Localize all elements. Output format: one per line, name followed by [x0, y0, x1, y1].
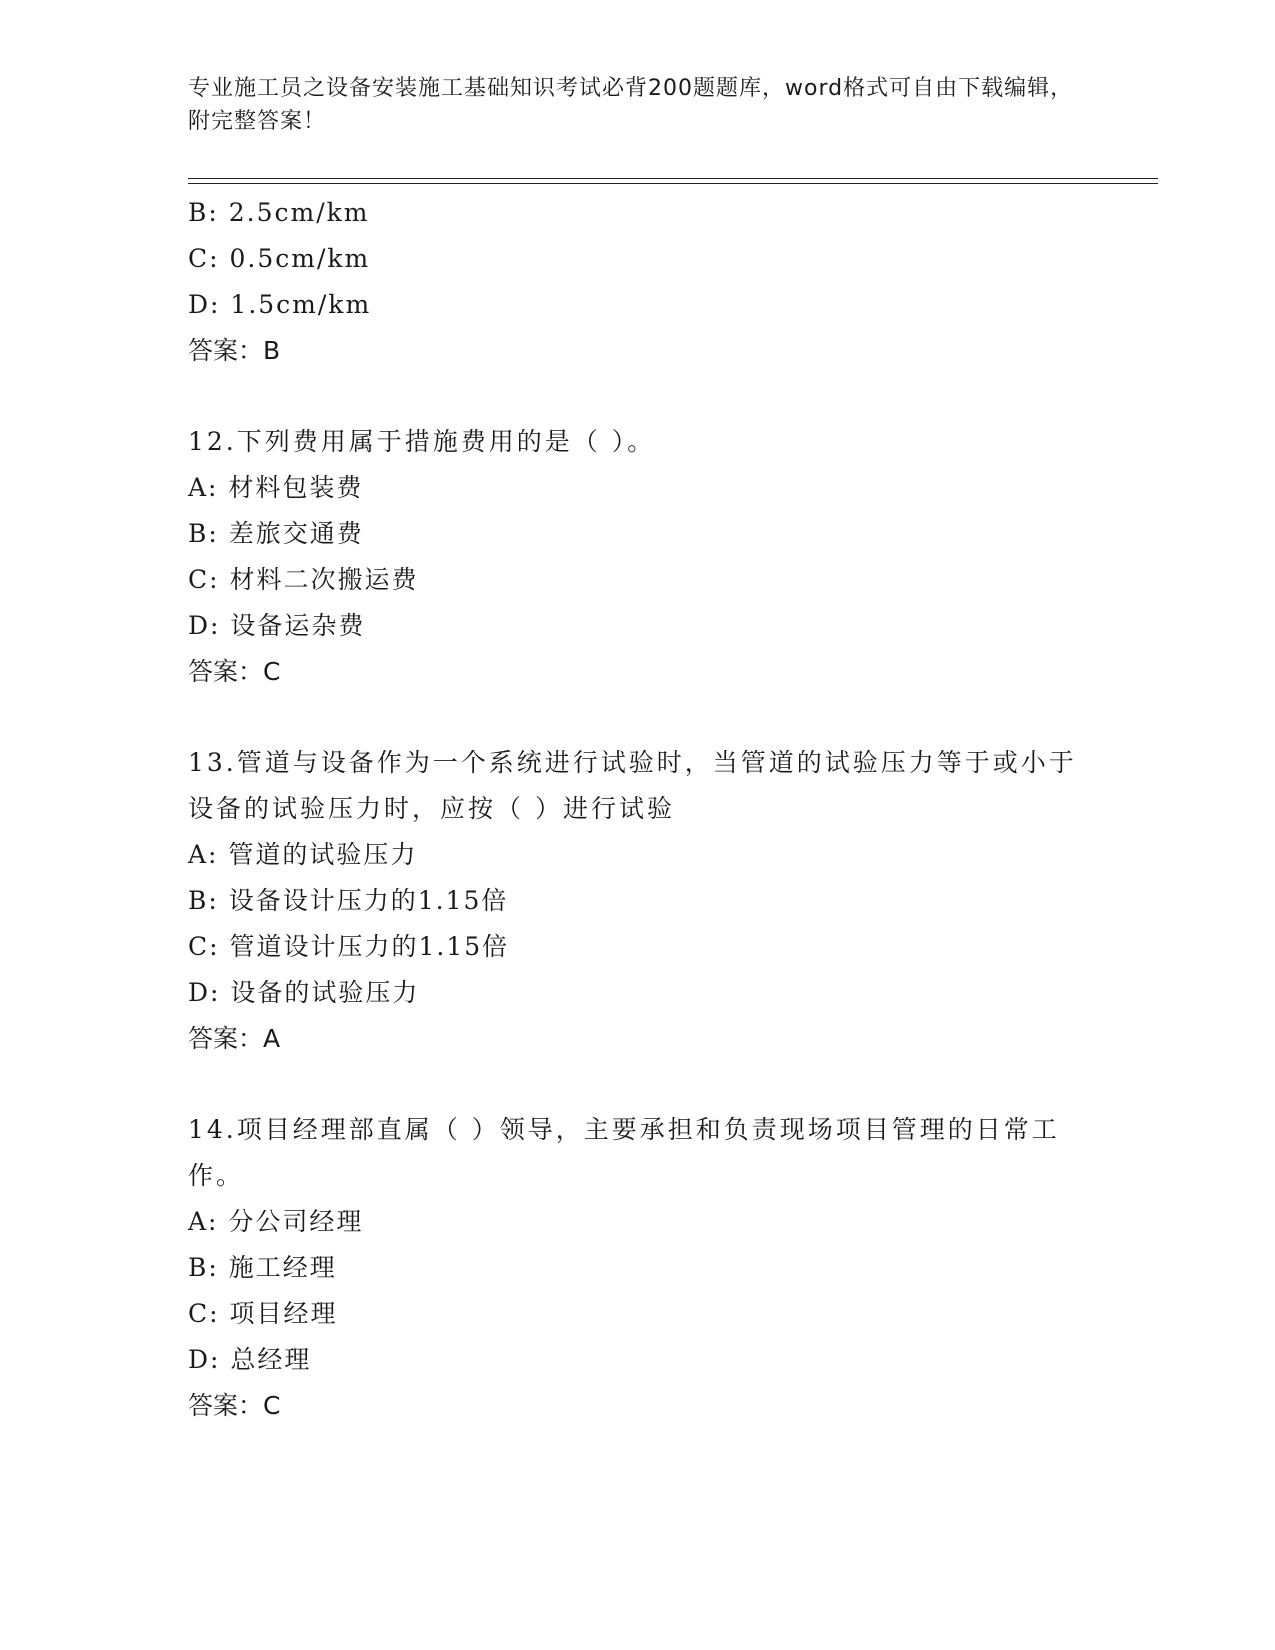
option-a: A: 材料包装费 — [188, 473, 364, 502]
question-14 — [188, 1107, 1088, 1429]
header-divider-top — [188, 178, 1158, 179]
option-d: D: 1.5cm/km — [188, 290, 372, 319]
answer: 答案：C — [188, 657, 281, 686]
option-d: D: 设备的试验压力 — [188, 978, 420, 1007]
header-divider-bottom — [188, 183, 1158, 184]
option-b: B: 2.5cm/km — [188, 198, 370, 227]
question-12 — [188, 419, 1088, 695]
option-a: A: 分公司经理 — [188, 1207, 364, 1236]
question-11-continued — [188, 190, 1088, 374]
option-c: C: 项目经理 — [188, 1299, 338, 1328]
question-text: 14.项目经理部直属（ ）领导，主要承担和负责现场项目管理的日常工作。 — [188, 1115, 1060, 1190]
answer: 答案：A — [188, 1024, 281, 1053]
option-c: C: 0.5cm/km — [188, 244, 371, 273]
option-b: B: 差旅交通费 — [188, 519, 364, 548]
option-c: C: 管道设计压力的1.15倍 — [188, 932, 510, 961]
option-d: D: 设备运杂费 — [188, 611, 366, 640]
question-list — [188, 190, 1088, 1429]
option-b: B: 设备设计压力的1.15倍 — [188, 886, 509, 915]
question-13 — [188, 740, 1088, 1062]
document-header: 专业施工员之设备安装施工基础知识考试必背200题题库，word格式可自由下载编辑，附完整答案！ — [188, 76, 1074, 134]
question-text: 13.管道与设备作为一个系统进行试验时，当管道的试验压力等于或小于设备的试验压力时，应按（ ）进行试验 — [188, 748, 1077, 823]
option-a: A: 管道的试验压力 — [188, 840, 418, 869]
option-d: D: 总经理 — [188, 1345, 312, 1374]
answer: 答案：B — [188, 336, 281, 365]
answer: 答案：C — [188, 1391, 281, 1420]
question-text: 12.下列费用属于措施费用的是（ ）。 — [188, 427, 656, 456]
option-b: B: 施工经理 — [188, 1253, 337, 1282]
option-c: C: 材料二次搬运费 — [188, 565, 419, 594]
